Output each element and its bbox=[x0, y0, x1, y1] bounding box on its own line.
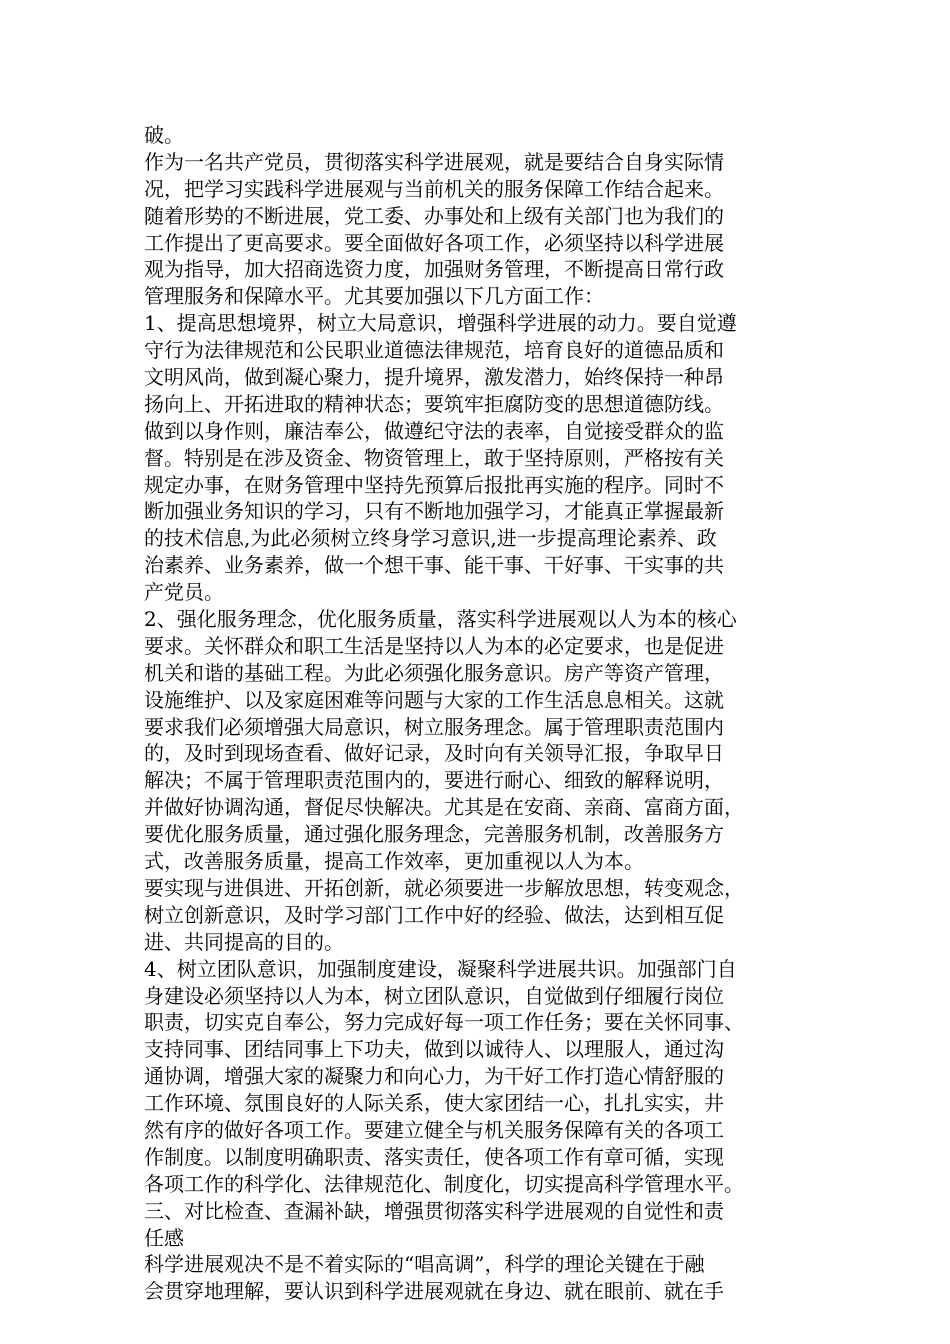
text-line: 式，改善服务质量，提高工作效率，更加重视以人为本。 bbox=[144, 849, 644, 874]
text-line: 的技术信息,为此必须树立终身学习意识,进一步提高理论素养、政 bbox=[144, 526, 717, 551]
text-line: 作制度。以制度明确职责、落实责任，使各项工作有章可循，实现 bbox=[144, 1144, 724, 1169]
text-line: 工作环境、氛围良好的人际关系，使大家团结一心，扎扎实实，井 bbox=[144, 1091, 724, 1116]
text-line: 要求我们必须增强大局意识，树立服务理念。属于管理职责范围内 bbox=[144, 714, 724, 739]
text-line: 规定办事，在财务管理中坚持先预算后报批再实施的程序。同时不 bbox=[144, 472, 724, 497]
text-line: 的，及时到现场查看、做好记录，及时向有关领导汇报，争取早日 bbox=[144, 741, 724, 766]
text-line: 身建设必须坚持以人为本，树立团队意识，自觉做到仔细履行岗位 bbox=[144, 983, 724, 1008]
text-line: 做到以身作则，廉洁奉公，做遵纪守法的表率，自觉接受群众的监 bbox=[144, 418, 724, 443]
text-line: 任感 bbox=[144, 1225, 184, 1250]
text-line: 树立创新意识，及时学习部门工作中好的经验、做法，达到相互促 bbox=[144, 902, 724, 927]
text-line: 1、提高思想境界，树立大局意识，增强科学进展的动力。要自觉遵 bbox=[144, 311, 737, 336]
text-line: 观为指导，加大招商选资力度，加强财务管理，不断提高日常行政 bbox=[144, 257, 724, 282]
text-line: 督。特别是在涉及资金、物资管理上，敢于坚持原则，严格按有关 bbox=[144, 445, 724, 470]
text-line: 扬向上、开拓进取的精神状态；要筑牢拒腐防变的思想道德防线。 bbox=[144, 391, 724, 416]
text-line: 作为一名共产党员，贯彻落实科学进展观，就是要结合自身实际情 bbox=[144, 149, 724, 174]
text-line: 产党员。 bbox=[144, 580, 224, 605]
text-line: 管理服务和保障水平。尤其要加强以下几方面工作： bbox=[144, 284, 604, 309]
text-line: 职责，切实克自奉公，努力完成好每一项工作任务；要在关怀同事、 bbox=[144, 1010, 744, 1035]
text-line: 支持同事、团结同事上下功夫，做到以诚待人、以理服人，通过沟 bbox=[144, 1037, 724, 1062]
text-line: 4、树立团队意识，加强制度建设，凝聚科学进展共识。加强部门自 bbox=[144, 956, 737, 981]
text-line: 要优化服务质量，通过强化服务理念，完善服务机制，改善服务方 bbox=[144, 822, 724, 847]
text-line: 各项工作的科学化、法律规范化、制度化，切实提高科学管理水平。 bbox=[144, 1171, 744, 1196]
text-line: 治素养、业务素养，做一个想干事、能干事、干好事、干实事的共 bbox=[144, 553, 724, 578]
text-line: 机关和谐的基础工程。为此必须强化服务意识。房产等资产管理， bbox=[144, 660, 724, 685]
text-line: 进、共同提高的目的。 bbox=[144, 929, 344, 954]
text-line: 断加强业务知识的学习，只有不断地加强学习，才能真正掌握最新 bbox=[144, 499, 724, 524]
text-line: 文明风尚，做到凝心聚力，提升境界，激发潜力，始终保持一种昂 bbox=[144, 365, 724, 390]
text-line: 然有序的做好各项工作。要建立健全与机关服务保障有关的各项工 bbox=[144, 1117, 724, 1142]
text-line: 会贯穿地理解，要认识到科学进展观就在身边、就在眼前、就在手 bbox=[144, 1279, 724, 1304]
text-line: 设施维护、以及家庭困难等问题与大家的工作生活息息相关。这就 bbox=[144, 687, 724, 712]
text-line: 2、强化服务理念，优化服务质量，落实科学进展观以人为本的核心 bbox=[144, 607, 737, 632]
text-line: 况，把学习实践科学进展观与当前机关的服务保障工作结合起来。 bbox=[144, 176, 724, 201]
text-line: 随着形势的不断进展，党工委、办事处和上级有关部门也为我们的 bbox=[144, 203, 724, 228]
text-line: 科学进展观决不是不着实际的“唱高调”，科学的理论关键在于融 bbox=[144, 1252, 705, 1277]
text-line: 工作提出了更高要求。要全面做好各项工作，必须坚持以科学进展 bbox=[144, 230, 724, 255]
text-line: 破。 bbox=[144, 123, 184, 147]
text-line: 守行为法律规范和公民职业道德法律规范，培育良好的道德品质和 bbox=[144, 338, 724, 363]
text-line: 要实现与进俱进、开拓创新，就必须要进一步解放思想，转变观念， bbox=[144, 875, 744, 900]
document-body bbox=[144, 122, 814, 1305]
text-line: 通协调，增强大家的凝聚力和向心力，为干好工作打造心情舒服的 bbox=[144, 1064, 724, 1089]
text-line: 要求。关怀群众和职工生活是坚持以人为本的必定要求，也是促进 bbox=[144, 633, 724, 658]
text-line: 并做好协调沟通，督促尽快解决。尤其是在安商、亲商、富商方面， bbox=[144, 795, 744, 820]
text-line: 三、对比检查、查漏补缺，增强贯彻落实科学进展观的自觉性和责 bbox=[144, 1198, 724, 1223]
text-line: 解决；不属于管理职责范围内的，要进行耐心、细致的解释说明， bbox=[144, 768, 724, 793]
